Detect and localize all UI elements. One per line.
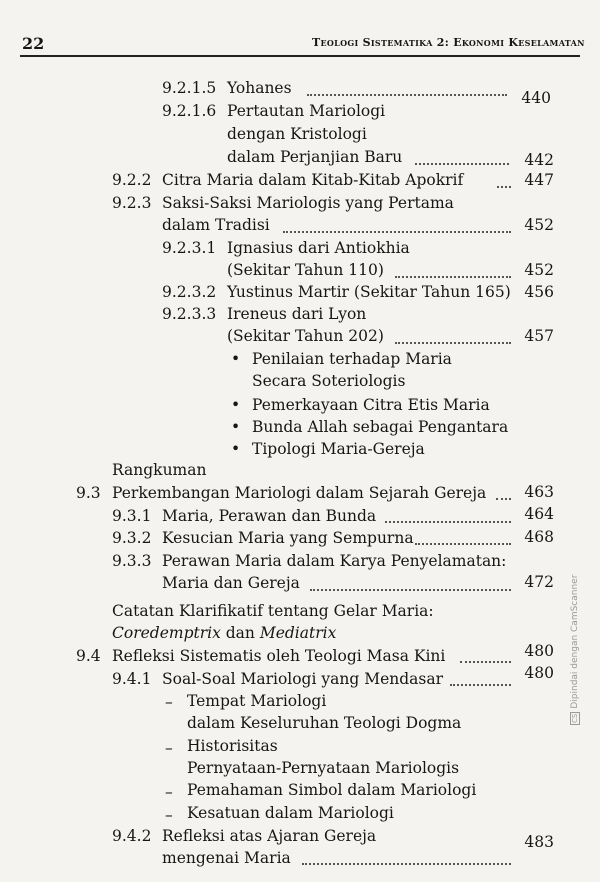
entry-title: Ireneus dari Lyon — [227, 305, 367, 323]
leader-dots — [310, 589, 511, 591]
entry-title: Maria, Perawan dan Bunda — [162, 507, 377, 525]
entry-page: 468 — [524, 528, 554, 546]
entry-title: Pertautan Mariologi — [227, 102, 386, 120]
bullet-icon: • — [231, 440, 241, 458]
entry-title: Ignasius dari Antiokhia — [227, 239, 410, 257]
entry-page: 442 — [524, 151, 554, 169]
entry-number: 9.4 — [76, 647, 101, 665]
entry-number: 9.2.1.6 — [162, 102, 217, 120]
entry-title: Soal-Soal Mariologi yang Mendasar — [162, 670, 443, 688]
entry-page: 452 — [524, 216, 554, 234]
entry-page: 480 — [524, 664, 554, 682]
note-entry-cont — [112, 623, 336, 643]
dash-icon: – — [165, 806, 173, 824]
italic-term: Coredemptrix — [112, 624, 221, 642]
entry-page: 447 — [524, 171, 554, 189]
entry-title-cont: Maria dan Gereja — [162, 574, 300, 592]
entry-title: Perawan Maria dalam Karya Penyelamatan: — [162, 552, 507, 570]
entry-page: 472 — [524, 573, 554, 591]
dash-icon: – — [165, 693, 173, 711]
entry-number: 9.2.2 — [112, 171, 152, 189]
leader-dots — [385, 521, 511, 523]
entry-title: Citra Maria dalam Kitab-Kitab Apokrif — [162, 171, 464, 189]
entry-page: 464 — [524, 505, 554, 523]
summary-entry: Rangkuman — [112, 461, 207, 479]
entry-page: 483 — [524, 833, 554, 851]
entry-title: Refleksi Sistematis oleh Teologi Masa Kini — [112, 647, 446, 665]
leader-dots — [415, 543, 511, 545]
leader-dots — [307, 94, 507, 96]
leader-dots — [395, 276, 511, 278]
entry-title: Refleksi atas Ajaran Gereja — [162, 827, 377, 845]
entry-number: 9.2.3 — [112, 194, 152, 212]
bullet-text: Penilaian terhadap Maria — [252, 350, 452, 368]
bullet-icon: • — [231, 396, 241, 414]
bullet-text-cont: Secara Soteriologis — [252, 372, 406, 390]
leader-dots — [302, 863, 511, 865]
scanner-watermark — [570, 575, 580, 725]
dash-text-cont: Pernyataan-Pernyataan Mariologis — [187, 759, 460, 777]
entry-number: 9.3.2 — [112, 529, 152, 547]
entry-number: 9.3.1 — [112, 507, 152, 525]
leader-dots — [283, 231, 511, 233]
entry-title-cont: (Sekitar Tahun 110) — [227, 261, 384, 279]
entry-number: 9.4.2 — [112, 827, 152, 845]
header-rule — [20, 55, 580, 57]
watermark-text: Dipindai dengan CamScanner — [570, 574, 580, 709]
dash-text: Pemahaman Simbol dalam Mariologi — [187, 781, 477, 799]
entry-page: 452 — [524, 261, 554, 279]
connector-text: dan — [220, 624, 260, 642]
leader-dots — [460, 661, 511, 663]
entry-page: 457 — [524, 327, 554, 345]
entry-title: Yustinus Martir (Sekitar Tahun 165) — [227, 283, 511, 301]
entry-number: 9.2.3.2 — [162, 283, 217, 301]
page-number: 22 — [22, 34, 45, 53]
camscanner-logo-icon: CS — [571, 713, 579, 723]
bullet-icon: • — [231, 350, 241, 368]
dash-text: Kesatuan dalam Mariologi — [187, 804, 394, 822]
entry-title-cont: mengenai Maria — [162, 849, 291, 867]
entry-page: 440 — [521, 89, 551, 107]
note-entry: Catatan Klarifikatif tentang Gelar Maria: — [112, 602, 434, 620]
entry-title-cont: dalam Tradisi — [162, 216, 270, 234]
bullet-text: Pemerkayaan Citra Etis Maria — [252, 396, 490, 414]
leader-dots — [450, 684, 511, 686]
entry-title: Saksi-Saksi Mariologis yang Pertama — [162, 194, 454, 212]
entry-title-cont: (Sekitar Tahun 202) — [227, 327, 384, 345]
entry-title: Perkembangan Mariologi dalam Sejarah Gereja — [112, 484, 487, 502]
entry-title-cont: dengan Kristologi — [227, 125, 367, 143]
bullet-icon: • — [231, 418, 241, 436]
entry-title: Kesucian Maria yang Sempurna — [162, 529, 414, 547]
italic-term: Mediatrix — [259, 624, 337, 642]
bullet-text: Bunda Allah sebagai Pengantara — [252, 418, 509, 436]
entry-title: Yohanes — [227, 79, 292, 97]
leader-dots — [395, 342, 511, 344]
leader-dots — [415, 163, 509, 165]
leader-dots — [497, 186, 511, 188]
leader-dots — [496, 498, 511, 500]
entry-number: 9.2.3.3 — [162, 305, 217, 323]
entry-page: 463 — [524, 483, 554, 501]
running-title: Teologi Sistematika 2: Ekonomi Keselamatan — [312, 36, 585, 49]
dash-text: Tempat Mariologi — [187, 692, 327, 710]
dash-icon: – — [165, 739, 173, 757]
entry-number: 9.3 — [76, 484, 101, 502]
entry-title-cont: dalam Perjanjian Baru — [227, 148, 403, 166]
entry-number: 9.2.3.1 — [162, 239, 217, 257]
dash-text-cont: dalam Keseluruhan Teologi Dogma — [187, 714, 462, 732]
dash-text: Historisitas — [187, 737, 278, 755]
entry-number: 9.2.1.5 — [162, 79, 217, 97]
entry-page: 456 — [524, 283, 554, 301]
bullet-text: Tipologi Maria-Gereja — [252, 440, 425, 458]
entry-number: 9.3.3 — [112, 552, 152, 570]
entry-number: 9.4.1 — [112, 670, 152, 688]
dash-icon: – — [165, 783, 173, 801]
entry-page: 480 — [524, 642, 554, 660]
